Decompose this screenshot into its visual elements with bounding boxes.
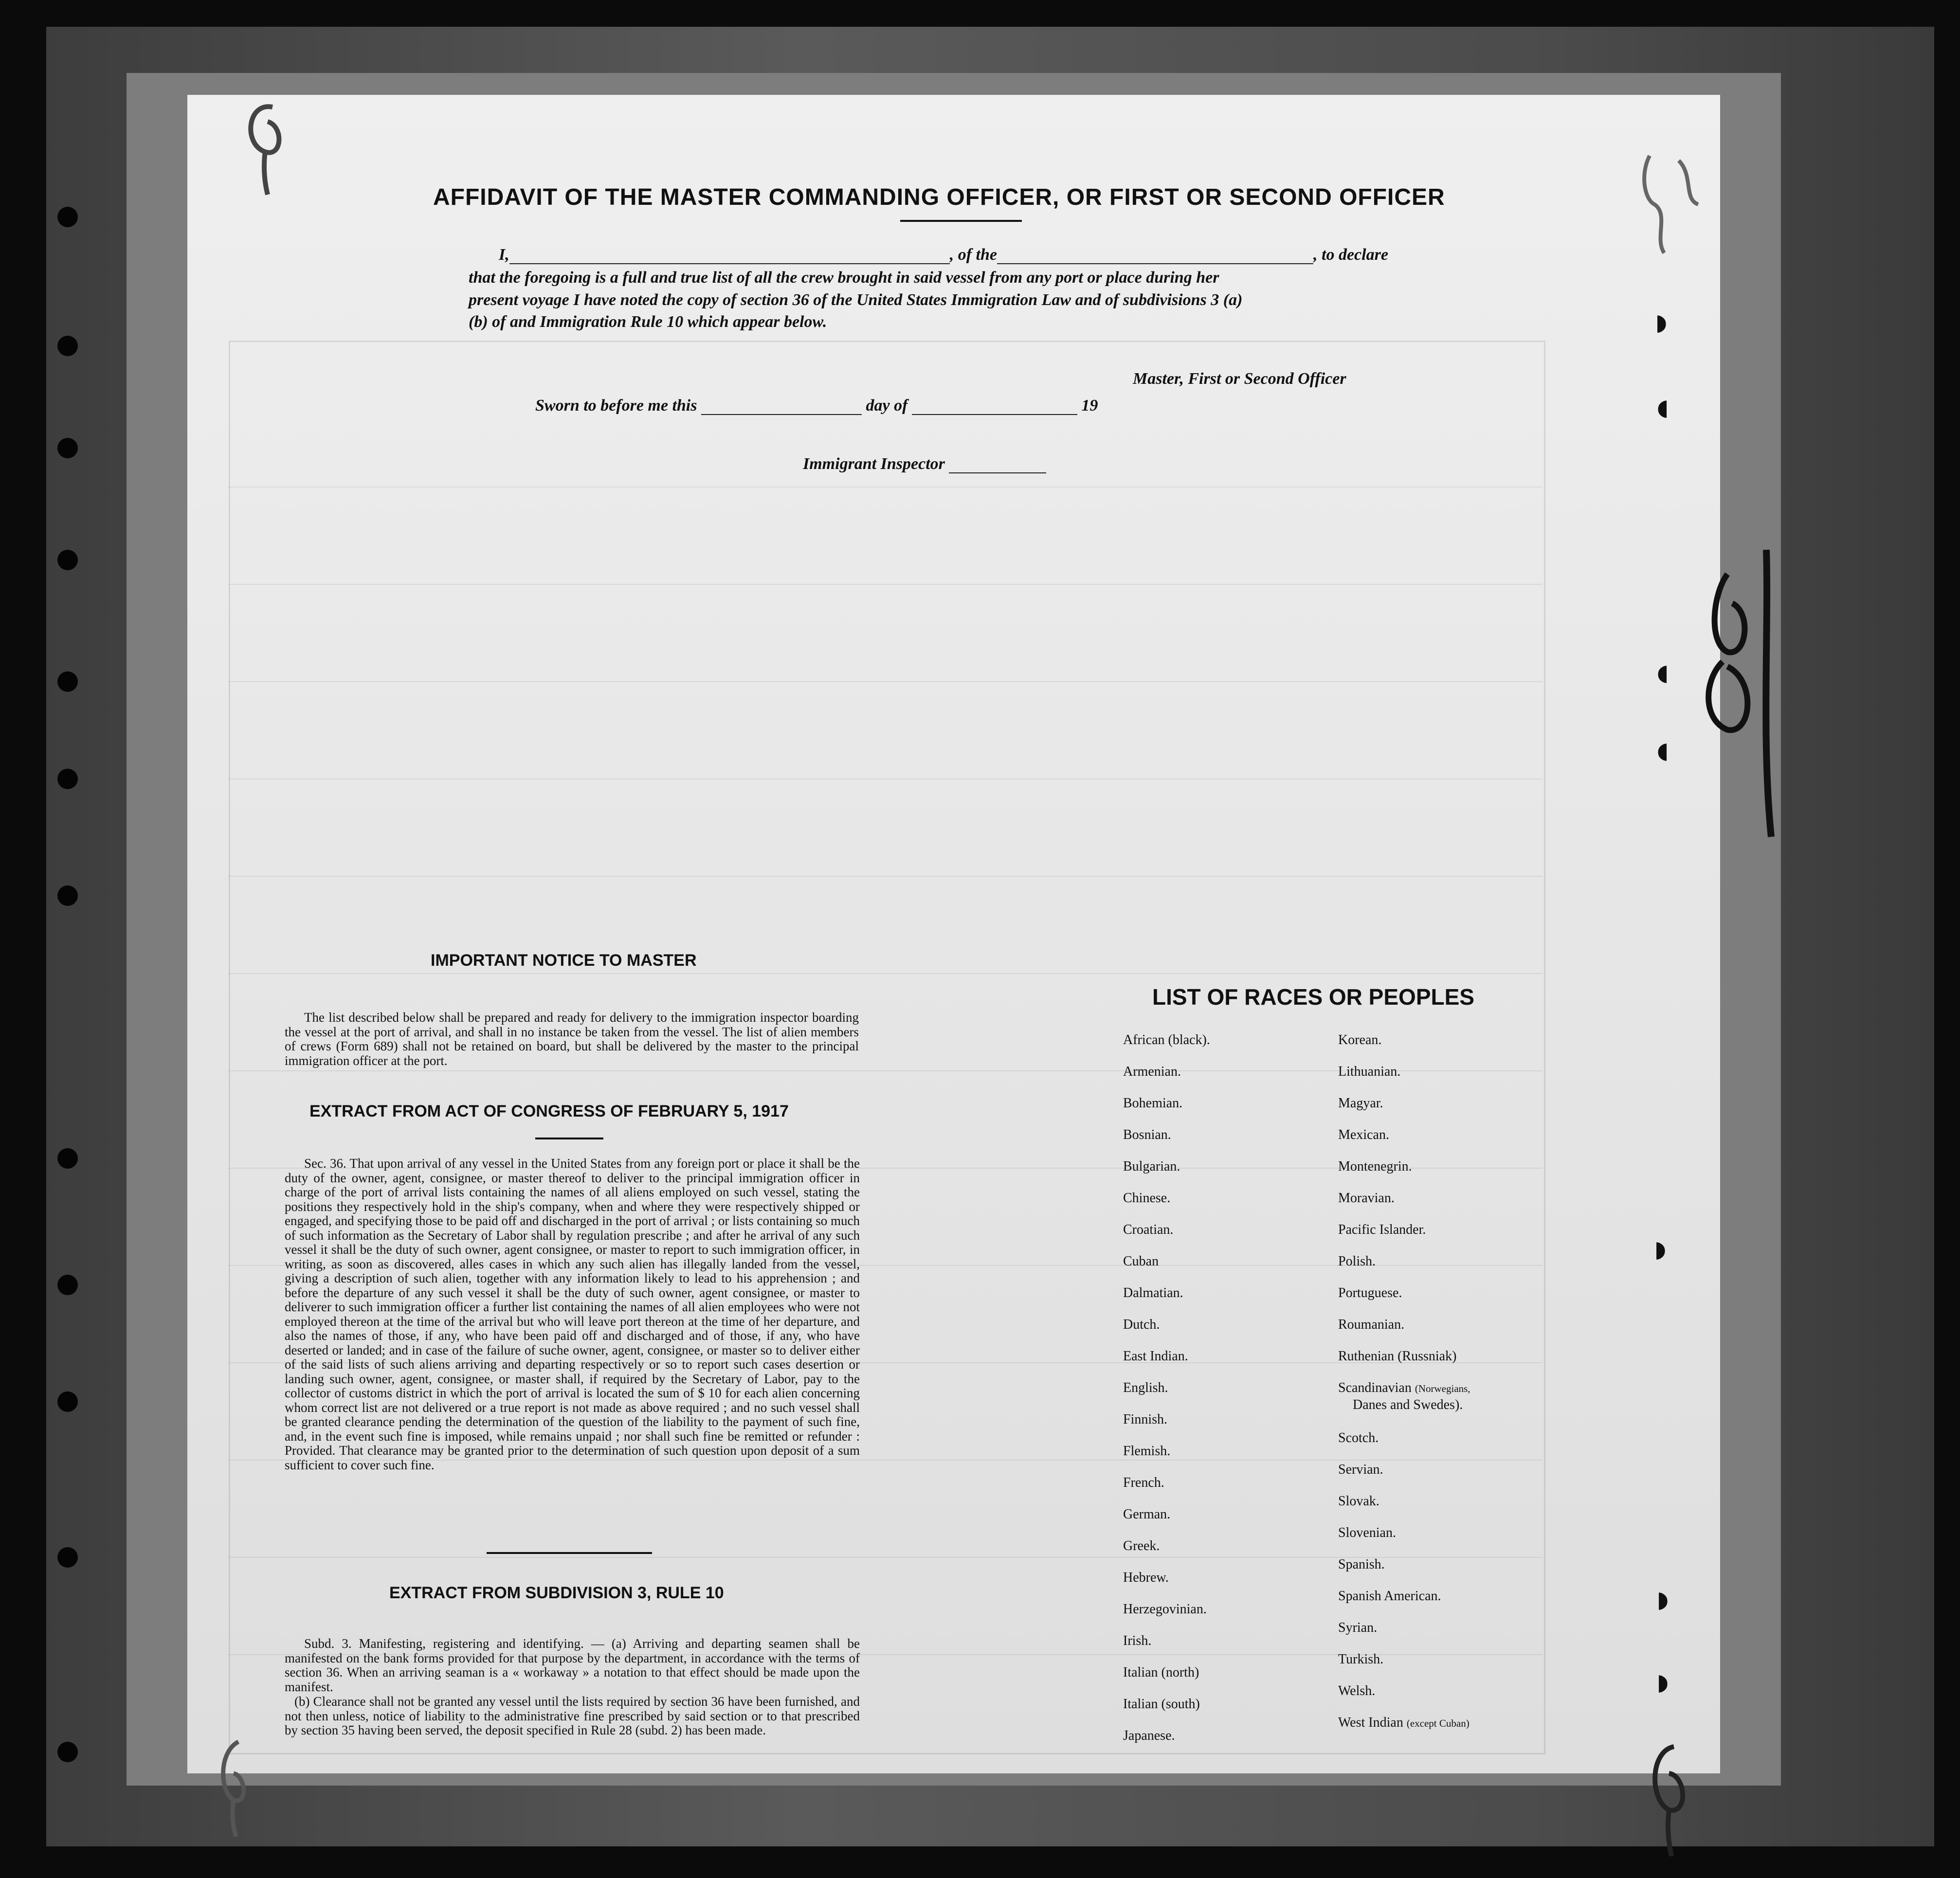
race-item: Roumanian.	[1338, 1317, 1405, 1332]
race-item: Servian.	[1338, 1462, 1383, 1477]
race-scandinavian-line2: Danes and Swedes).	[1353, 1397, 1463, 1412]
punch-mark: ◗	[1654, 1236, 1667, 1262]
race-item: Japanese.	[1123, 1728, 1175, 1743]
day-blank	[701, 399, 862, 415]
handwritten-number	[1693, 535, 1805, 847]
handwritten-mark	[1640, 1732, 1693, 1859]
race-item: Slovenian.	[1338, 1525, 1396, 1540]
binder-hole	[57, 1148, 78, 1169]
race-item: Portuguese.	[1338, 1285, 1402, 1300]
inspector-line	[803, 455, 1046, 473]
year-label: 19	[1081, 397, 1098, 415]
affidavit-i-label: I,	[499, 246, 509, 264]
sworn-label: Sworn to before me this	[535, 397, 697, 415]
race-item: Croatian.	[1123, 1222, 1174, 1237]
rule-text-a: Subd. 3. Manifesting, registering and identifying. — (a) Arriving and departing seamen shall be manifested on the bank forms provided for that purpose by the department, in accordance with the terms of section 36. When an arriving seaman is a « workaway » a notation to that effect should be made upon the manifest.	[285, 1636, 860, 1694]
race-item: Bulgarian.	[1123, 1159, 1180, 1174]
month-blank	[912, 399, 1077, 415]
affidavit-title: AFFIDAVIT OF THE MASTER COMMANDING OFFICER, OR FIRST OR SECOND OFFICER	[433, 184, 1445, 210]
race-item: Welsh.	[1338, 1683, 1376, 1698]
race-item: Polish.	[1338, 1254, 1376, 1269]
affidavit-line-2: that the foregoing is a full and true list of all the crew brought in said vessel from any port or place during her	[469, 269, 1219, 287]
race-item: Chinese.	[1123, 1191, 1171, 1206]
name-blank	[509, 249, 950, 264]
race-item-west-indian	[1338, 1715, 1470, 1731]
binder-hole	[57, 1391, 78, 1412]
race-item: Slovak.	[1338, 1494, 1379, 1509]
act-heading: EXTRACT FROM ACT OF CONGRESS OF FEBRUARY 5, 1917	[309, 1102, 789, 1120]
race-item-scandinavian	[1338, 1380, 1470, 1396]
race-item: Herzegovinian.	[1123, 1602, 1207, 1617]
title-underline	[900, 220, 1022, 222]
race-item: Montenegrin.	[1338, 1159, 1412, 1174]
race-item: Korean.	[1338, 1032, 1382, 1047]
day-of-label: day of	[866, 397, 908, 415]
binder-hole	[57, 438, 78, 458]
handwritten-mark	[1635, 146, 1723, 263]
race-item: Mexican.	[1338, 1127, 1389, 1142]
punch-mark: ◖	[1657, 737, 1669, 763]
races-heading: LIST OF RACES OR PEOPLES	[1152, 984, 1474, 1010]
race-item: Magyar.	[1338, 1096, 1383, 1111]
bleed-through-row	[229, 681, 1543, 682]
race-item: Pacific Islander.	[1338, 1222, 1426, 1237]
race-item: Dutch.	[1123, 1317, 1160, 1332]
affidavit-of-label: , of the	[949, 246, 998, 264]
race-scandinavian-note: (Norwegians,	[1415, 1383, 1470, 1394]
race-item: Moravian.	[1338, 1191, 1395, 1206]
race-item: Greek.	[1123, 1538, 1160, 1553]
sworn-line	[535, 397, 1098, 415]
race-west-indian-note: (except Cuban)	[1406, 1717, 1470, 1729]
race-item: Bosnian.	[1123, 1127, 1171, 1142]
handwritten-mark	[238, 97, 292, 199]
act-rule	[535, 1138, 603, 1139]
race-item: Irish.	[1123, 1633, 1152, 1648]
punch-mark: ◗	[1655, 309, 1668, 335]
inspector-label: Immigrant Inspector	[803, 455, 945, 473]
punch-mark: ◗	[1657, 1669, 1669, 1695]
rule-text-b: (b) Clearance shall not be granted any vessel until the lists required by section 36 have been furnished, and not then unless, notice of liability to the administrative fine prescribed by said section or to that prescribed by section 35 having been served, the deposit specified in Rule 28 (subd. 2) has been made.	[285, 1694, 860, 1737]
affidavit-declare-label: , to declare	[1313, 246, 1388, 264]
binder-hole	[57, 207, 78, 227]
bleed-through-row	[229, 487, 1543, 488]
inspector-blank	[949, 458, 1046, 473]
binder-hole	[57, 1547, 78, 1568]
binder-hole	[57, 1275, 78, 1295]
bleed-through-row	[229, 876, 1543, 877]
race-item: Ruthenian (Russniak)	[1338, 1349, 1457, 1364]
binder-hole	[57, 1742, 78, 1762]
race-item: Italian (south)	[1123, 1697, 1200, 1712]
punch-mark: ◗	[1657, 1586, 1669, 1612]
affidavit-line-3: present voyage I have noted the copy of section 36 of the United States Immigration Law and of subdivisions 3 (a)	[469, 291, 1243, 309]
binder-hole	[57, 336, 78, 356]
handwritten-mark	[209, 1732, 253, 1839]
binder-hole	[57, 769, 78, 789]
notice-text: The list described below shall be prepared and ready for delivery to the immigration inspector boarding the vessel at the port of arrival, and shall in no instance be taken from the vessel. The list of alien members of crews (Form 689) shall not be retained on board, but shall be delivered by the master to the principal immigration officer at the port.	[285, 1010, 859, 1068]
rule-heading: EXTRACT FROM SUBDIVISION 3, RULE 10	[389, 1584, 724, 1602]
race-scandinavian-label: Scandinavian	[1338, 1380, 1412, 1395]
race-item: Italian (north)	[1123, 1665, 1199, 1680]
race-item: German.	[1123, 1507, 1171, 1522]
punch-mark: ◖	[1657, 659, 1669, 686]
binder-hole	[57, 550, 78, 570]
bleed-through-row	[229, 584, 1543, 585]
race-item: Dalmatian.	[1123, 1285, 1183, 1300]
race-item: Bohemian.	[1123, 1096, 1183, 1111]
bleed-through-row	[229, 973, 1543, 974]
race-item: Lithuanian.	[1338, 1064, 1401, 1079]
bleed-through-row	[229, 778, 1543, 779]
race-item: Cuban	[1123, 1254, 1159, 1269]
race-item: Hebrew.	[1123, 1570, 1169, 1585]
race-item: East Indian.	[1123, 1349, 1188, 1364]
affidavit-line-4: (b) of and Immigration Rule 10 which appear below.	[469, 313, 827, 331]
race-west-indian-label: West Indian	[1338, 1715, 1403, 1730]
race-item: English.	[1123, 1380, 1168, 1395]
race-item: Turkish.	[1338, 1652, 1384, 1667]
punch-mark: ◖	[1657, 394, 1669, 420]
notice-heading: IMPORTANT NOTICE TO MASTER	[431, 951, 697, 970]
vessel-blank	[997, 249, 1313, 264]
act-text: Sec. 36. That upon arrival of any vessel in the United States from any foreign port or place it shall be the duty of the owner, agent, consignee, or master thereof to deliver to the principal immigration officer in charge of the port of arrival lists containing the names of all aliens employed on such vessel, stating the positions they respectively hold in the ship's company, when and where they were respectively shipped or engaged, and specifying those to be paid off and discharged in the port of arrival ; or lists containing so much of such information as the Secretary of Labor shall by regulation prescribe ; and after he arrival of any such vessel it shall be the duty of such owner, agent consignee, or master to report to such immigration officer, in writing, as soon as discovered, alles cases in which any such alien has illegally landed from the vessel, giving a description of such alien, together with any information likely to lead to his apprehension ; and before the departure of any such vessel it shall be the duty of such owner, agent consignee, or master to deliverer to such immigration officer a further list containing the names of all alien employees who were not employed thereon at the time of the arrival but who will leave port thereon at the time of her departure, and also the names of those, if any, who have been paid off and discharged and of those, if any, who have deserted or landed; and in case of the failure of suche owner, agent, consignee, or master so to deliver either of the said lists of such aliens arriving and departing respectively or so to report such cases desertion or landing such owner, agent, consignee, or master shall, if required by the Secretary of Labor, pay to the collector of customs district in which the port of arrival is located the sum of $ 10 for each alien concerning whom correct list are not delivered or a true report is not made as above required ; and no such vessel shall be granted clearance pending the determination of the question of the liability to the payment of such fine, and, in the event such fine is imposed, while remains unpaid ; nor shall such fine be remitted or refunder : Provided. That clearance may be granted prior to the determination of such question upon deposit of a sum sufficient to cover such fine.	[285, 1156, 860, 1472]
race-item: Flemish.	[1123, 1444, 1171, 1459]
affidavit-line-1	[499, 246, 1388, 264]
race-item: French.	[1123, 1475, 1164, 1490]
binder-hole	[57, 671, 78, 692]
race-item: Finnish.	[1123, 1412, 1168, 1427]
race-item: African (black).	[1123, 1032, 1210, 1047]
race-item: Spanish American.	[1338, 1589, 1441, 1604]
binder-hole	[57, 885, 78, 906]
signature-label: Master, First or Second Officer	[1133, 370, 1346, 388]
race-item: Spanish.	[1338, 1557, 1385, 1572]
race-item: Syrian.	[1338, 1620, 1378, 1635]
race-item: Armenian.	[1123, 1064, 1181, 1079]
race-item: Scotch.	[1338, 1430, 1379, 1445]
act-end-rule	[487, 1552, 652, 1554]
